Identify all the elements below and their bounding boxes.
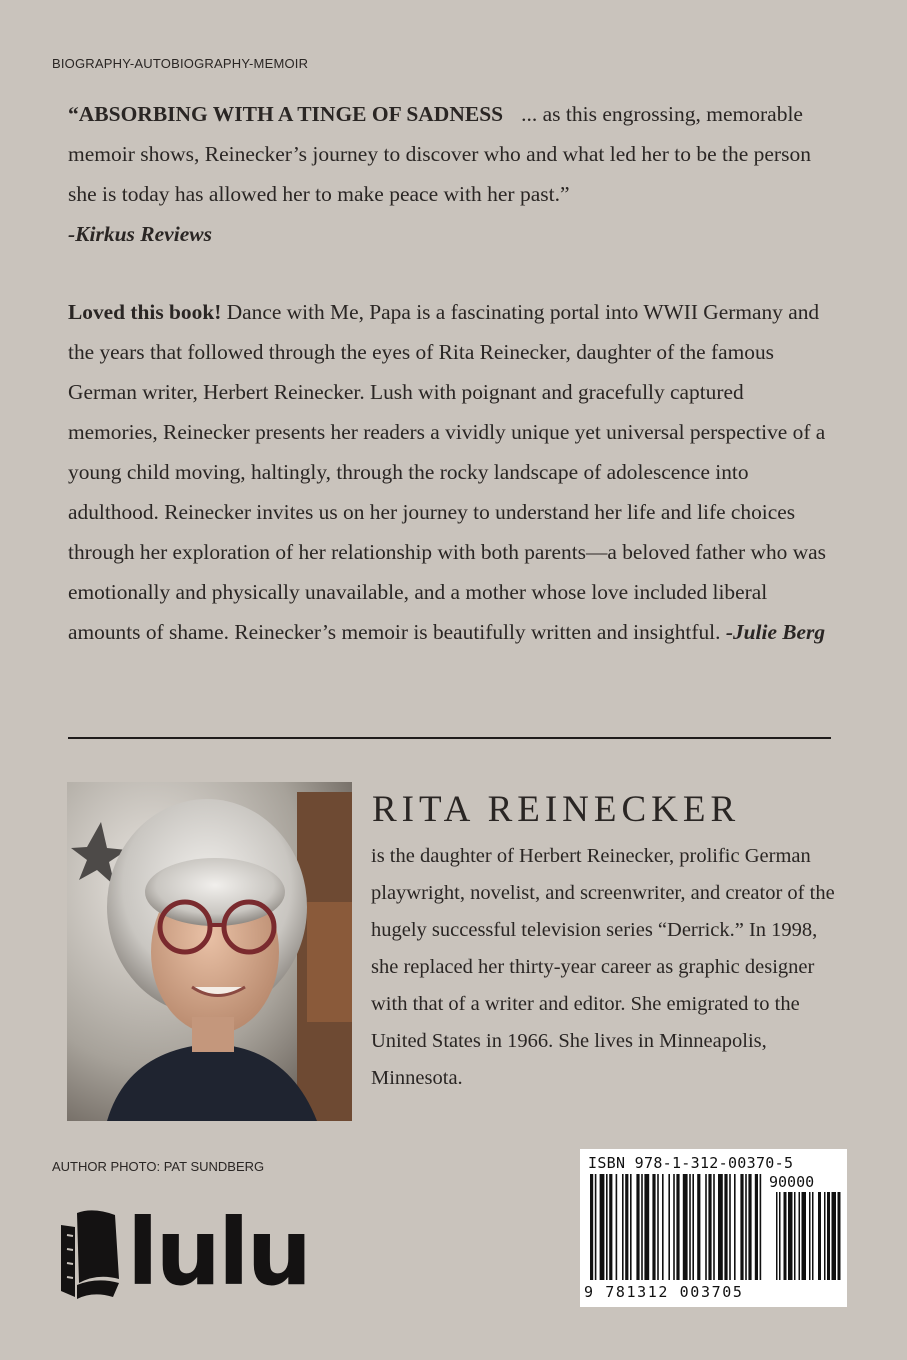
isbn-label: ISBN 978-1-312-00370-5 <box>588 1154 794 1172</box>
barcode-bar <box>606 1174 608 1280</box>
author-name: RITA REINECKER <box>372 789 741 830</box>
lulu-wordmark: lulu <box>127 1199 310 1306</box>
barcode-bar <box>734 1174 736 1280</box>
barcode-bar <box>595 1174 597 1280</box>
barcode-bar <box>705 1174 707 1280</box>
barcode-bar <box>641 1174 643 1280</box>
barcode-bar <box>755 1174 758 1280</box>
barcode-bar <box>838 1192 841 1280</box>
ean-digits: 9 781312 003705 <box>584 1283 744 1301</box>
author-photo <box>67 782 352 1121</box>
barcode-bar <box>616 1174 618 1280</box>
barcode-bar <box>689 1174 691 1280</box>
barcode-bar <box>740 1174 743 1280</box>
section-divider <box>68 737 831 739</box>
barcode-bar <box>794 1192 796 1280</box>
barcode-bar <box>760 1174 762 1280</box>
barcode-bar <box>625 1174 628 1280</box>
lulu-logo <box>53 1199 310 1306</box>
barcode-bar <box>636 1174 639 1280</box>
barcode-bar <box>662 1174 664 1280</box>
photo-credit: AUTHOR PHOTO: PAT SUNDBERG <box>52 1159 265 1174</box>
barcode-bar <box>630 1174 632 1280</box>
barcode-bar <box>676 1174 679 1280</box>
barcode-bar <box>622 1174 624 1280</box>
barcode-bar <box>776 1192 778 1280</box>
barcode-bar <box>713 1174 715 1280</box>
review-headline: “ABSORBING WITH A TINGE OF SADNESS <box>68 102 504 126</box>
barcode-bar <box>600 1174 605 1280</box>
barcode-bar <box>692 1174 694 1280</box>
price-code: 90000 <box>769 1173 815 1191</box>
barcode-bar <box>657 1174 659 1280</box>
barcode-bars <box>586 1174 841 1284</box>
blurb-headline: Loved this book! <box>68 300 222 324</box>
barcode-bar <box>590 1174 593 1280</box>
barcode-bar <box>788 1192 793 1280</box>
barcode-bar <box>812 1192 814 1280</box>
barcode-bar <box>644 1174 649 1280</box>
barcode-bar <box>668 1174 670 1280</box>
barcode-bar <box>745 1174 747 1280</box>
barcode-bar <box>809 1192 811 1280</box>
barcode-bar <box>784 1192 787 1280</box>
blurb-body: Dance with Me, Papa is a fascinating portal into WWII Germany and the years that followed through the eyes of Rita Reinecker, daughter of the famous German writer, Herbert Reinecker. Lush with poignant and gracefully captured memories, Reinecker presents her readers a vividly unique yet universal perspective of a young child moving, haltingly, through the rocky landscape of adolescence into adulthood. Reinecker invites us on her journey to understand her life and life choices through her exploration of her relationship with both parents—a beloved father who was emotionally and physically unavailable, and a mother whose love included liberal amounts of shame. Reinecker’s memoir is beautifully written and insightful. <box>68 300 826 644</box>
barcode-bar <box>799 1192 801 1280</box>
barcode-bar <box>748 1174 751 1280</box>
kirkus-review <box>68 94 834 254</box>
review-attribution: -Kirkus Reviews <box>68 222 212 246</box>
barcode-bar <box>779 1192 781 1280</box>
reader-review <box>68 292 834 652</box>
review-body: ... as this engrossing, memorable memoir shows, Reinecker’s journey to discover who and what led her to be the person she is today has allowed her to make peace with her past.” <box>68 102 811 206</box>
barcode-bar <box>818 1192 821 1280</box>
barcode-bar <box>718 1174 723 1280</box>
barcode-bar <box>697 1174 700 1280</box>
barcode-bar <box>708 1174 711 1280</box>
isbn-barcode <box>580 1149 847 1307</box>
barcode-bar <box>729 1174 731 1280</box>
book-icon <box>53 1205 125 1305</box>
barcode-bar <box>609 1174 612 1280</box>
barcode-bar <box>652 1174 655 1280</box>
barcode-bar <box>824 1192 826 1280</box>
barcode-bar <box>673 1174 675 1280</box>
barcode-bar <box>832 1192 837 1280</box>
author-bio: is the daughter of Herbert Reinecker, prolific German playwright, novelist, and screenwriter, and creator of the hugely successful television series “Derrick.” In 1998, she replaced her thirty-year career as graphic designer with that of a writer and editor. She emigrated to the United States in 1966. She lives in Minneapolis, Minnesota. <box>371 845 835 1089</box>
blurb-attribution: -Julie Berg <box>725 620 826 644</box>
barcode-bar <box>802 1192 807 1280</box>
genre-label: BIOGRAPHY-AUTOBIOGRAPHY-MEMOIR <box>52 56 309 71</box>
barcode-bar <box>724 1174 727 1280</box>
barcode-bar <box>683 1174 688 1280</box>
barcode-bar <box>827 1192 830 1280</box>
